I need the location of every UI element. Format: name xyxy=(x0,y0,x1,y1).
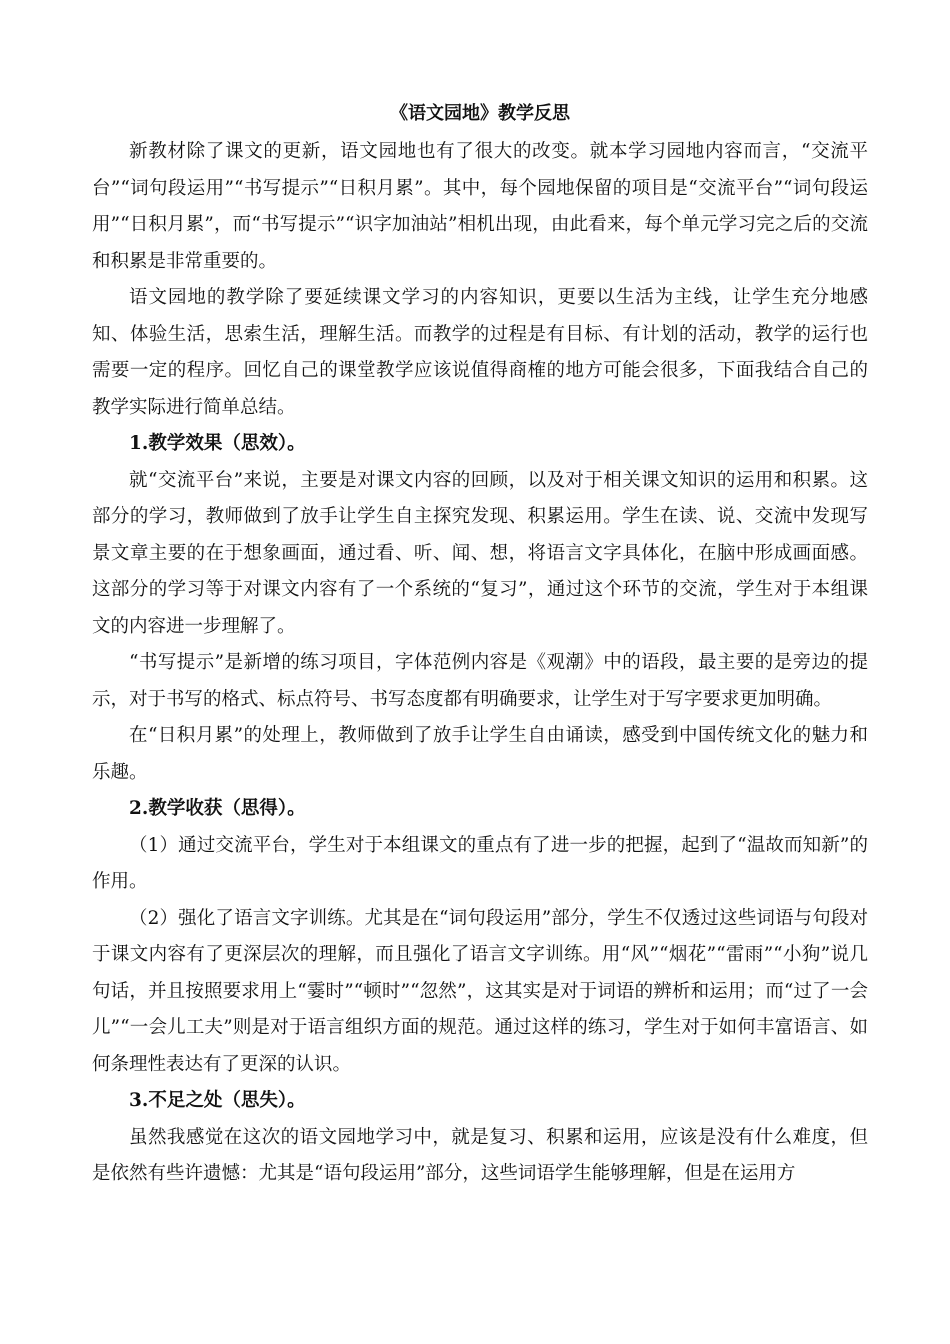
paragraph-writing-tips: “书写提示”是新增的练习项目，字体范例内容是《观潮》中的语段，最主要的是旁边的提示，对于书写的格式、标点符号、书写态度都有明确要求，让学生对于写字要求更加明确。 xyxy=(92,652,868,710)
intro-paragraph-2: 语文园地的教学除了要延续课文学习的内容知识，更要以生活为主线，让学生充分地感知、体验生活，思索生活，理解生活。而教学的过程是有目标、有计划的活动，教学的运行也需要一定的程序。回忆自己的课堂教学应该说值得商榷的地方可能会很多，下面我结合自己的教学实际进行简单总结。 xyxy=(92,287,868,418)
paragraph-shortcomings: 虽然我感觉在这次的语文园地学习中，就是复习、积累和运用，应该是没有什么难度，但是依然有些许遗憾：尤其是“语句段运用”部分，这些词语学生能够理解，但是在运用方 xyxy=(92,1126,868,1184)
gain-item-1: （1）通过交流平台，学生对于本组课文的重点有了进一步的把握，起到了“温故而知新”的作用。 xyxy=(92,834,868,892)
section-heading-teaching-gains: 2.教学收获（思得）。 xyxy=(129,798,306,819)
paragraph-exchange-platform: 就“交流平台”来说，主要是对课文内容的回顾，以及对于相关课文知识的运用和积累。这部分的学习，教师做到了放手让学生自主探究发现、积累运用。学生在读、说、交流中发现写景文章主要的在于想象画面，通过看、听、闻、想，将语言文字具体化，在脑中形成画面感。这部分的学习等于对课文内容有了一个系统的“复习”，通过这个环节的交流，学生对于本组课文的内容进一步理解了。 xyxy=(92,469,868,637)
paragraph-daily-accumulation: 在“日积月累”的处理上，教师做到了放手让学生自由诵读，感受到中国传统文化的魅力和乐趣。 xyxy=(92,725,868,783)
gain-item-2: （2）强化了语言文字训练。尤其是在“词句段运用”部分，学生不仅透过这些词语与句段对于课文内容有了更深层次的理解，而且强化了语言文字训练。用“风”“烟花”“雷雨”“小狗”说几句话，并且按照要求用上“霎时”“顿时”“忽然”，这其实是对于词语的辨析和运用；而“过了一会儿”“一会儿工夫”则是对于语言组织方面的规范。通过这样的练习，学生对于如何丰富语言、如何条理性表达有了更深的认识。 xyxy=(92,907,868,1075)
document-title: 《语文园地》教学反思 xyxy=(390,103,570,124)
section-heading-shortcomings: 3.不足之处（思失）。 xyxy=(129,1090,306,1111)
intro-paragraph-1: 新教材除了课文的更新，语文园地也有了很大的改变。就本学习园地内容而言，“交流平台”“词句段运用”“书写提示”“日积月累”。其中，每个园地保留的项目是“交流平台”“词句段运用”“日积月累”，而“书写提示”“识字加油站”相机出现，由此看来，每个单元学习完之后的交流和积累是非常重要的。 xyxy=(92,141,868,272)
document-body xyxy=(92,94,868,1193)
section-heading-teaching-effect: 1.教学效果（思效）。 xyxy=(129,433,306,454)
